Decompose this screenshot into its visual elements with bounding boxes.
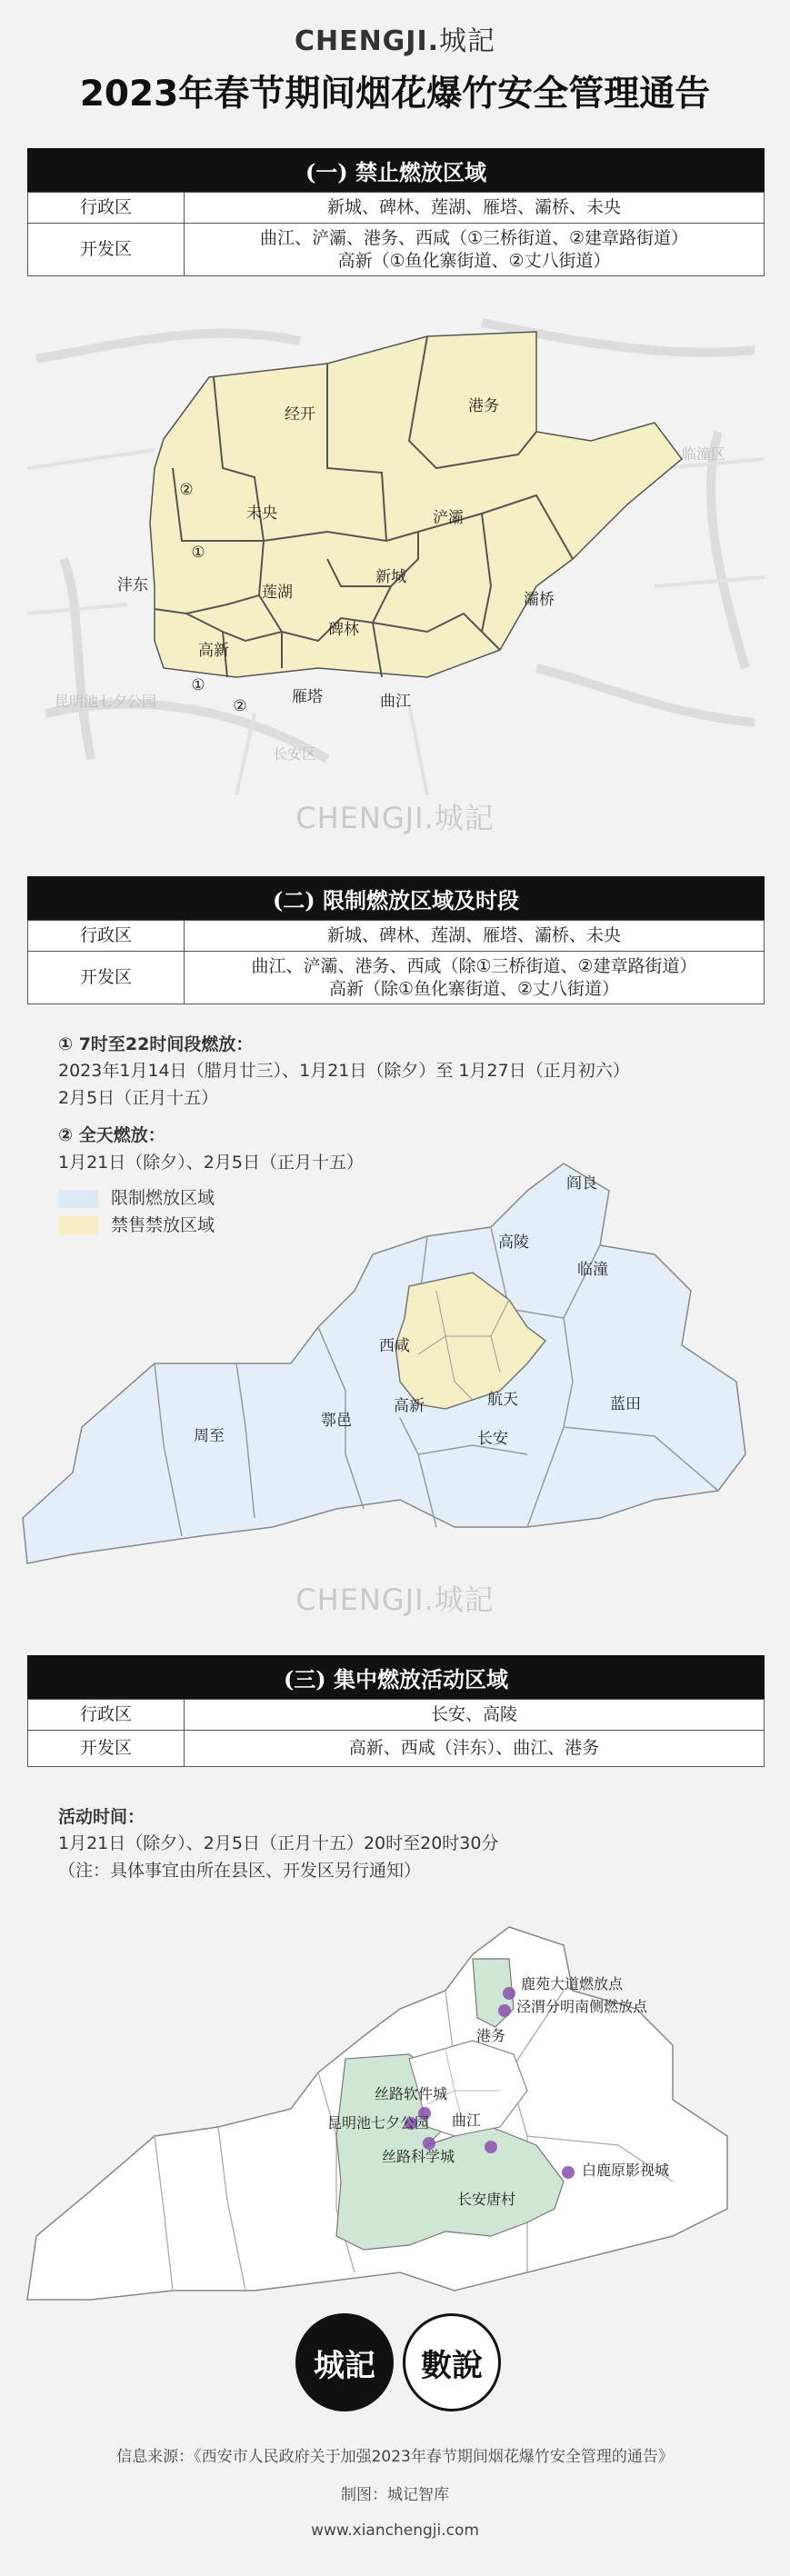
activity-time-text bbox=[58, 1804, 498, 1884]
legend-label-ban: 禁售禁放区域 bbox=[111, 1214, 215, 1235]
ban-area-map bbox=[27, 286, 765, 795]
chengji-logo: 城記 bbox=[295, 2313, 394, 2411]
table-row bbox=[28, 1731, 765, 1767]
map-label-lianhu: 莲湖 bbox=[262, 584, 293, 602]
row-key: 开发区 bbox=[28, 1731, 185, 1767]
row-value: 高新、西咸（沣东）、曲江、港务 bbox=[185, 1731, 765, 1767]
footer-url: www.xianchengji.com bbox=[311, 2521, 479, 2540]
firework-point-bailu bbox=[562, 2166, 575, 2179]
map-label-zhangba-2: ② bbox=[233, 697, 247, 715]
map-label-weiyang: 未央 bbox=[246, 504, 277, 523]
row-value bbox=[185, 224, 765, 276]
map-label-gangwu: 港务 bbox=[468, 397, 499, 415]
bg-label-lintong: 临潼区 bbox=[682, 445, 726, 463]
map-label-lintong: 临潼 bbox=[577, 1261, 608, 1279]
period2-line1: 1月21日（除夕）、2月5日（正月十五） bbox=[58, 1152, 364, 1173]
watermark: CHENGJI.城記 bbox=[295, 1583, 495, 1617]
map-label-changan-tang: 长安唐村 bbox=[456, 2191, 516, 2208]
map-label-huyi: 鄠邑 bbox=[321, 1412, 352, 1430]
activity-note: （注：具体事宜由所在县区、开发区另行通知） bbox=[58, 1860, 422, 1881]
section1-table bbox=[27, 192, 765, 276]
row-key: 行政区 bbox=[28, 1700, 185, 1731]
map-label-beilin: 碑林 bbox=[328, 621, 359, 639]
legend-label-restrict: 限制燃放区域 bbox=[111, 1188, 215, 1209]
map-label-kunming: 昆明池七夕公园 bbox=[327, 2114, 430, 2132]
map-label-sanqiao-2: ② bbox=[179, 481, 194, 499]
restrict-area-map bbox=[18, 1154, 772, 1573]
map-label-yanliang: 阎良 bbox=[566, 1174, 597, 1193]
map-label-xincheng: 新城 bbox=[375, 568, 406, 586]
section3-table bbox=[27, 1699, 765, 1767]
activity-time-label: 活动时间： bbox=[58, 1807, 145, 1827]
firework-point-luyuan bbox=[503, 1987, 515, 2000]
section1-heading: (一) 禁止燃放区域 bbox=[27, 148, 765, 192]
fireworks-area-map bbox=[18, 1909, 772, 2309]
map-label-baqiao: 灞桥 bbox=[524, 591, 555, 609]
map-label-qujiang: 曲江 bbox=[380, 693, 411, 711]
table-row bbox=[28, 921, 765, 952]
map-label-luyuan: 鹿苑大道燃放点 bbox=[521, 1975, 624, 1992]
map-label-yanta: 雁塔 bbox=[292, 688, 323, 706]
map-label-lantian: 蓝田 bbox=[610, 1395, 641, 1413]
map-label-hangtian: 航天 bbox=[487, 1391, 518, 1409]
map-label-jingwei: 泾渭分明南侧燃放点 bbox=[516, 1998, 648, 2015]
section3-heading: (三) 集中燃放活动区域 bbox=[27, 1655, 765, 1699]
period1-line2: 2月5日（正月十五） bbox=[58, 1087, 219, 1108]
bg-label-changan: 长安区 bbox=[273, 745, 317, 763]
row-value: 长安、高陵 bbox=[185, 1700, 765, 1731]
map-label-fengdong: 沣东 bbox=[117, 576, 148, 594]
section2-heading: (二) 限制燃放区域及时段 bbox=[27, 876, 765, 920]
map-label-zhouzhi: 周至 bbox=[194, 1427, 225, 1445]
table-row bbox=[28, 224, 765, 276]
firework-point-changan-tang bbox=[485, 2141, 497, 2153]
map-label-gaoxin: 高新 bbox=[198, 642, 229, 660]
restrict-area-region bbox=[23, 1163, 745, 1563]
map-label-sanqiao-1: ① bbox=[191, 544, 205, 562]
map-label-bailu: 白鹿原影视城 bbox=[582, 2162, 670, 2179]
map-label-jingkai: 经开 bbox=[285, 405, 315, 424]
period2-label: ② 全天燃放： bbox=[58, 1125, 165, 1146]
watermark: CHENGJI.城記 bbox=[295, 801, 495, 835]
map-label-silu-sci: 丝路科学城 bbox=[382, 2148, 455, 2165]
map-label-gaoxin: 高新 bbox=[394, 1397, 425, 1415]
row-key: 行政区 bbox=[28, 193, 185, 224]
row-value-line2: 高新（除①鱼化寨街道、②丈八街道） bbox=[328, 978, 620, 999]
row-value-line1: 曲江、浐灞、港务、西咸（①三桥街道、②建章路街道） bbox=[259, 228, 689, 248]
footer-maker: 制图：城记智库 bbox=[341, 2486, 449, 2504]
row-value: 新城、碑林、莲湖、雁塔、灞桥、未央 bbox=[185, 921, 765, 952]
map-label-yuhuazhai-1: ① bbox=[191, 676, 205, 694]
row-key: 开发区 bbox=[28, 224, 185, 276]
row-value-line1: 曲江、浐灞、港务、西咸（除①三桥街道、②建章路街道） bbox=[251, 956, 697, 976]
table-row bbox=[28, 952, 765, 1004]
period1-line1: 2023年1月14日（腊月廿三）、1月21日（除夕）至 1月27日（正月初六） bbox=[58, 1061, 630, 1082]
map-label-gaoling: 高陵 bbox=[498, 1233, 529, 1252]
activity-time-line: 1月21日（除夕）、2月5日（正月十五）20时至20时30分 bbox=[58, 1833, 499, 1854]
table-row bbox=[28, 193, 765, 224]
row-key: 开发区 bbox=[28, 952, 185, 1004]
page-title: 2023年春节期间烟花爆竹安全管理通告 bbox=[79, 74, 711, 115]
bg-label-kunming: 昆明池七夕公园 bbox=[55, 693, 157, 710]
row-key: 行政区 bbox=[28, 921, 185, 952]
firework-point-jingwei bbox=[498, 2004, 511, 2017]
map-label-gangwu: 港务 bbox=[475, 2027, 506, 2044]
brand-cn: 城記 bbox=[439, 25, 496, 57]
ban-area-region bbox=[150, 332, 682, 677]
map-label-chanba: 浐灞 bbox=[433, 509, 464, 527]
map-label-qujiang: 曲江 bbox=[451, 2112, 482, 2129]
footer-source: 信息来源：《西安市人民政府关于加强2023年春节期间烟花爆竹安全管理的通告》 bbox=[116, 2448, 674, 2466]
brand-logo bbox=[0, 18, 790, 58]
table-row bbox=[28, 1700, 765, 1731]
row-value bbox=[185, 952, 765, 1004]
map-label-silu-soft: 丝路软件城 bbox=[374, 2085, 448, 2102]
map-label-xixian: 西咸 bbox=[379, 1337, 410, 1355]
shushuo-logo: 數說 bbox=[403, 2313, 501, 2411]
map-label-changan: 长安 bbox=[477, 1430, 508, 1448]
brand-latin: CHENGJI. bbox=[294, 25, 440, 57]
row-value: 新城、碑林、莲湖、雁塔、灞桥、未央 bbox=[185, 193, 765, 224]
section2-table bbox=[27, 920, 765, 1004]
period1-label: ① 7时至22时间段燃放： bbox=[58, 1034, 254, 1054]
row-value-line2: 高新（①鱼化寨街道、②丈八街道） bbox=[337, 250, 611, 271]
